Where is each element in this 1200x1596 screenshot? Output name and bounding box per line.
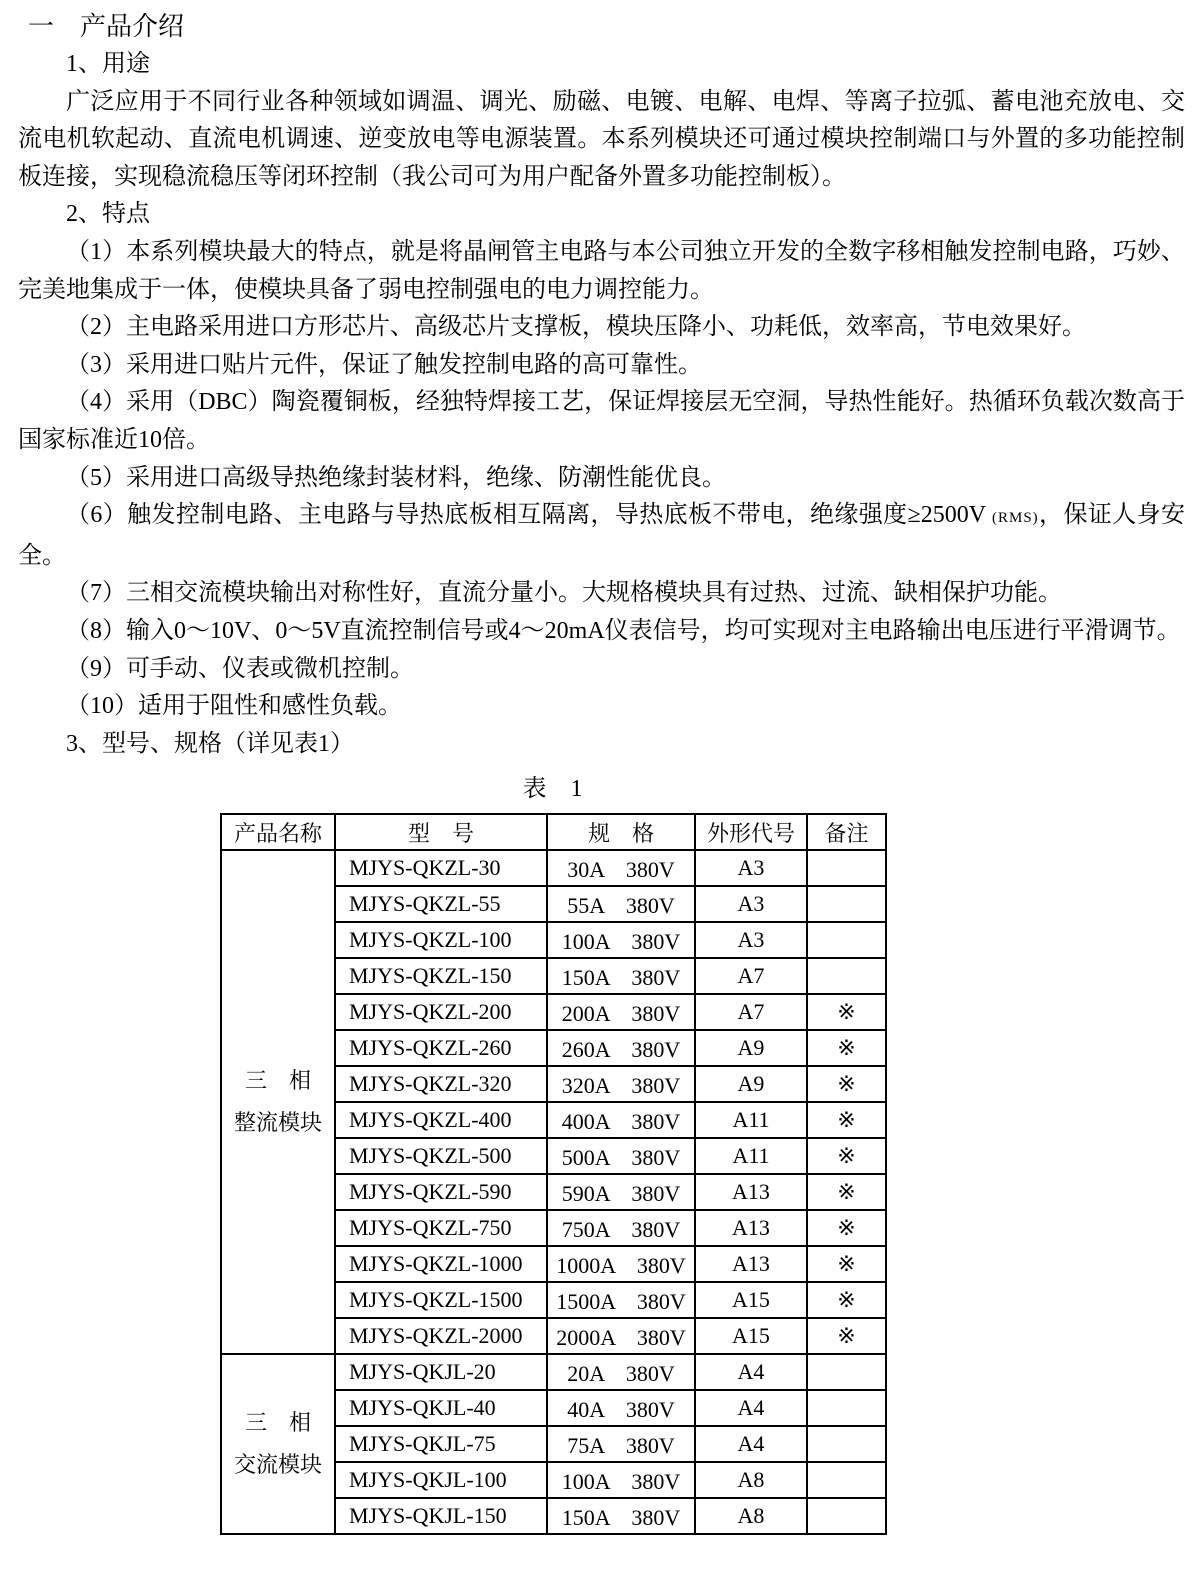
remark-cell [807, 1390, 886, 1426]
feature-item-8: （8）输入0～10V、0～5V直流控制信号或4～20mA仪表信号，均可实现对主电路输出电压进行平滑调节。 [66, 617, 1181, 644]
remark-cell: ※ [807, 1102, 886, 1138]
remark-cell [807, 1498, 886, 1534]
spec-cell: 2000A 380V [547, 1318, 695, 1354]
code-cell: A13 [695, 1246, 807, 1282]
model-cell: MJYS-QKZL-30 [335, 850, 547, 886]
spec-cell: 400A 380V [547, 1102, 695, 1138]
model-cell: MJYS-QKZL-590 [335, 1174, 547, 1210]
code-cell: A9 [695, 1030, 807, 1066]
code-cell: A3 [695, 886, 807, 922]
remark-cell: ※ [807, 994, 886, 1030]
code-cell: A4 [695, 1390, 807, 1426]
remark-cell: ※ [807, 1030, 886, 1066]
header-spec: 规 格 [547, 814, 695, 850]
remark-cell [807, 922, 886, 958]
spec-cell: 20A 380V [547, 1354, 695, 1390]
feature-item-9: （9）可手动、仪表或微机控制。 [66, 655, 414, 682]
spec-cell: 55A 380V [547, 886, 695, 922]
product-group-line1: 三 相 [244, 1068, 311, 1094]
remark-cell: ※ [807, 1246, 886, 1282]
model-cell: MJYS-QKJL-40 [335, 1390, 547, 1426]
remark-cell [807, 1354, 886, 1390]
spec-cell: 320A 380V [547, 1066, 695, 1102]
model-cell: MJYS-QKZL-2000 [335, 1318, 547, 1354]
code-cell: A11 [695, 1102, 807, 1138]
model-cell: MJYS-QKZL-1500 [335, 1282, 547, 1318]
section-1-paragraph: 广泛应用于不同行业各种领域如调温、调光、励磁、电镀、电解、电焊、等离子拉弧、蓄电池充放电、交流电机软起动、直流电机调速、逆变放电等电源装置。本系列模块还可通过模块控制端口与外置的多功能控制板连接，实现稳流稳压等闭环控制（我公司可为用户配备外置多功能控制板）。 [18, 88, 1185, 190]
model-cell: MJYS-QKZL-150 [335, 958, 547, 994]
header-product-name: 产品名称 [221, 814, 335, 850]
remark-cell [807, 958, 886, 994]
model-cell: MJYS-QKZL-400 [335, 1102, 547, 1138]
table-caption: 表 1 [522, 776, 583, 803]
table-header-row [221, 814, 886, 850]
feature-item-2: （2）主电路采用进口方形芯片、高级芯片支撑板，模块压降小、功耗低，效率高，节电效果好。 [66, 314, 1086, 341]
code-cell: A7 [695, 994, 807, 1030]
spec-cell: 100A 380V [547, 922, 695, 958]
code-cell: A7 [695, 958, 807, 994]
page-title: 一 产品介绍 [28, 12, 185, 41]
code-cell: A13 [695, 1174, 807, 1210]
spec-table [220, 813, 887, 1535]
rms-subscript: (RMS) [991, 510, 1039, 527]
code-cell: A3 [695, 922, 807, 958]
product-group-cell [221, 850, 335, 1354]
feature-item-1: （1）本系列模块最大的特点，就是将晶闸管主电路与本公司独立开发的全数字移相触发控制电路，巧妙、完美地集成于一体，使模块具备了弱电控制强电的电力调控能力。 [18, 238, 1185, 303]
model-cell: MJYS-QKJL-75 [335, 1426, 547, 1462]
remark-cell [807, 1462, 886, 1498]
spec-cell: 200A 380V [547, 994, 695, 1030]
feature-item-5: （5）采用进口高级导热绝缘封装材料，绝缘、防潮性能优良。 [66, 464, 726, 491]
model-cell: MJYS-QKJL-20 [335, 1354, 547, 1390]
feature-6-text: （6）触发控制电路、主电路与导热底板相互隔离，导热底板不带电，绝缘强度≥2500V [66, 502, 992, 529]
spec-cell: 100A 380V [547, 1462, 695, 1498]
model-cell: MJYS-QKZL-200 [335, 994, 547, 1030]
model-cell: MJYS-QKZL-320 [335, 1066, 547, 1102]
model-cell: MJYS-QKZL-500 [335, 1138, 547, 1174]
code-cell: A4 [695, 1426, 807, 1462]
remark-cell: ※ [807, 1138, 886, 1174]
model-cell: MJYS-QKZL-55 [335, 886, 547, 922]
remark-cell: ※ [807, 1174, 886, 1210]
model-cell: MJYS-QKZL-100 [335, 922, 547, 958]
spec-cell: 30A 380V [547, 850, 695, 886]
spec-cell: 260A 380V [547, 1030, 695, 1066]
spec-cell: 40A 380V [547, 1390, 695, 1426]
product-group-line2: 整流模块 [233, 1110, 322, 1136]
spec-table-head [221, 814, 886, 850]
code-cell: A11 [695, 1138, 807, 1174]
header-model: 型 号 [335, 814, 547, 850]
feature-item-3: （3）采用进口贴片元件，保证了触发控制电路的高可靠性。 [66, 351, 702, 378]
spec-cell: 1000A 380V [547, 1246, 695, 1282]
header-shape-code: 外形代号 [695, 814, 807, 850]
section-3-title: 3、型号、规格（详见表1） [66, 730, 354, 757]
header-remark: 备注 [807, 814, 886, 850]
table-row [221, 850, 886, 886]
model-cell: MJYS-QKZL-1000 [335, 1246, 547, 1282]
product-group-line1: 三 相 [244, 1410, 311, 1436]
model-cell: MJYS-QKZL-260 [335, 1030, 547, 1066]
remark-cell: ※ [807, 1066, 886, 1102]
remark-cell [807, 1426, 886, 1462]
feature-6-tail: ，保证人身安全。 [18, 502, 1185, 569]
spec-cell: 150A 380V [547, 1498, 695, 1534]
model-cell: MJYS-QKJL-150 [335, 1498, 547, 1534]
table-row [221, 1354, 886, 1390]
code-cell: A8 [695, 1462, 807, 1498]
remark-cell: ※ [807, 1282, 886, 1318]
code-cell: A3 [695, 850, 807, 886]
spec-cell: 75A 380V [547, 1426, 695, 1462]
code-cell: A15 [695, 1282, 807, 1318]
feature-item-6 [18, 497, 1185, 575]
code-cell: A4 [695, 1354, 807, 1390]
code-cell: A15 [695, 1318, 807, 1354]
feature-item-7: （7）三相交流模块输出对称性好，直流分量小。大规格模块具有过热、过流、缺相保护功能。 [66, 580, 1062, 607]
section-1-title: 1、用途 [66, 51, 150, 77]
feature-item-10: （10）适用于阻性和感性负载。 [66, 693, 402, 720]
product-group-line2: 交流模块 [233, 1452, 322, 1478]
spec-cell: 750A 380V [547, 1210, 695, 1246]
section-2-title: 2、特点 [66, 201, 150, 228]
spec-cell: 500A 380V [547, 1138, 695, 1174]
spec-table-body [221, 850, 886, 1534]
code-cell: A9 [695, 1066, 807, 1102]
model-cell: MJYS-QKJL-100 [335, 1462, 547, 1498]
code-cell: A8 [695, 1498, 807, 1534]
product-group-cell [221, 1354, 335, 1534]
spec-cell: 590A 380V [547, 1174, 695, 1210]
remark-cell [807, 850, 886, 886]
remark-cell: ※ [807, 1318, 886, 1354]
remark-cell [807, 886, 886, 922]
remark-cell: ※ [807, 1210, 886, 1246]
feature-item-4: （4）采用（DBC）陶瓷覆铜板，经独特焊接工艺，保证焊接层无空洞，导热性能好。热循环负载次数高于国家标准近10倍。 [18, 389, 1185, 453]
code-cell: A13 [695, 1210, 807, 1246]
model-cell: MJYS-QKZL-750 [335, 1210, 547, 1246]
spec-cell: 150A 380V [547, 958, 695, 994]
table-container [220, 775, 885, 1535]
spec-cell: 1500A 380V [547, 1282, 695, 1318]
